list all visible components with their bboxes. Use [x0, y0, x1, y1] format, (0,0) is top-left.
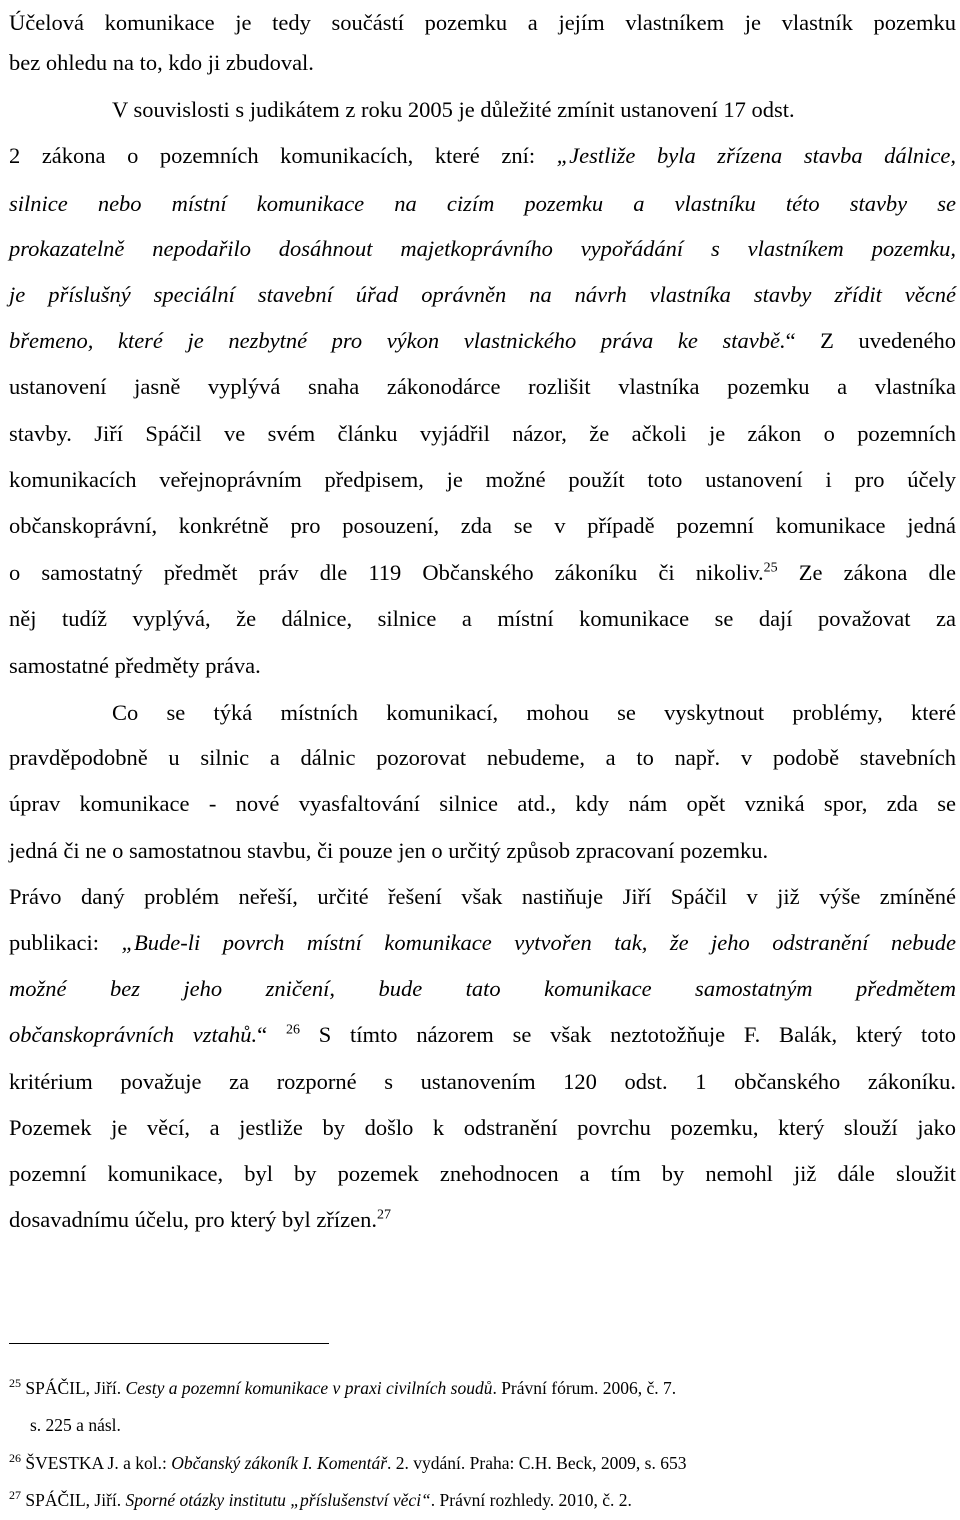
- paragraph-line: něj tudíž vyplývá, že dálnice, silnice a místní komunikace se dají považovat za: [9, 606, 956, 631]
- footnote-text: . 2. vydání. Praha: C.H. Beck, 2009, s. 653: [387, 1453, 687, 1473]
- footnote-title: Sporné otázky institutu „příslušenství věci“: [125, 1490, 431, 1510]
- quote-run: „Jestliže byla zřízena stavba dálnice,: [556, 143, 957, 168]
- footnote-ref: 25: [763, 560, 778, 576]
- paragraph-line: [9, 318, 956, 364]
- footnote-title: Cesty a pozemní komunikace v praxi civilních soudů: [125, 1378, 493, 1398]
- text-run: “ Z uvedeného: [785, 328, 956, 353]
- text-run: dosavadnímu účelu, pro který byl zřízen.: [9, 1207, 378, 1232]
- quote-run: břemeno, které je nezbytné pro výkon vlastnického práva ke stavbě.: [9, 328, 786, 353]
- text-run: 2 zákona o pozemních komunikacích, které zní:: [9, 143, 557, 168]
- paragraph-line: [9, 1197, 956, 1243]
- paragraph-line: bez ohledu na to, kdo ji zbudoval.: [9, 50, 314, 75]
- paragraph-line: občanskoprávní, konkrétně pro posouzení, zda se v případě pozemní komunikace jedná: [9, 513, 956, 538]
- footnote-number: 26: [9, 1451, 21, 1466]
- paragraph-line: [9, 920, 956, 966]
- paragraph-line: Účelová komunikace je tedy součástí pozemku a jejím vlastníkem je vlastník pozemku: [9, 10, 956, 35]
- footnote-27: [9, 1480, 632, 1520]
- footnote-text: SPÁČIL, Jiří.: [21, 1378, 126, 1398]
- footnote-26: [9, 1443, 686, 1483]
- paragraph-line: V souvislosti s judikátem z roku 2005 je důležité zmínit ustanovení 17 odst.: [112, 97, 795, 122]
- paragraph-line: Právo daný problém neřeší, určité řešení však nastiňuje Jiří Spáčil v již výše zmíněné: [9, 884, 956, 909]
- paragraph-line: komunikacích veřejnoprávním předpisem, je možné použít toto ustanovení i pro účely: [9, 467, 956, 492]
- paragraph-line: Co se týká místních komunikací, mohou se vyskytnout problémy, které: [112, 700, 956, 725]
- footnote-title: Občanský zákoník I. Komentář: [171, 1453, 388, 1473]
- footnote-ref: 27: [377, 1207, 392, 1223]
- text-run: publikaci:: [9, 930, 122, 955]
- text-run: o samostatný předmět práv dle 119 Občanského zákoníku či nikoliv.: [9, 560, 764, 585]
- text-run: S tímto názorem se však neztotožňuje F. Balák, který toto: [299, 1022, 956, 1047]
- footnote-text: SPÁČIL, Jiří.: [21, 1490, 126, 1510]
- footnote-text: . Právní fórum. 2006, č. 7.: [492, 1378, 677, 1398]
- text-run: “: [257, 1022, 286, 1047]
- paragraph-line: stavby. Jiří Spáčil ve svém článku vyjádřil názor, že ačkoli je zákon o pozemních: [9, 421, 956, 446]
- footnote-number: 27: [9, 1488, 21, 1503]
- paragraph-line: kritérium považuje za rozporné s ustanovením 120 odst. 1 občanského zákoníku.: [9, 1069, 956, 1094]
- quote-line: silnice nebo místní komunikace na cizím pozemku a vlastníku této stavby se: [9, 191, 956, 216]
- paragraph-line: ustanovení jasně vyplývá snaha zákonodárce rozlišit vlastníka pozemku a vlastníka: [9, 374, 956, 399]
- footnote-number: 25: [9, 1376, 21, 1391]
- paragraph-line: Pozemek je věcí, a jestliže by došlo k odstranění povrchu pozemku, který slouží jako: [9, 1115, 956, 1140]
- quote-run: občanskoprávních vztahů.: [9, 1022, 258, 1047]
- paragraph-line: pozemní komunikace, byl by pozemek znehodnocen a tím by nemohl již dále sloužit: [9, 1161, 956, 1186]
- quote-line: je příslušný speciální stavební úřad oprávněn na návrh vlastníka stavby zřídit věcné: [9, 282, 956, 307]
- paragraph-line: pravděpodobně u silnic a dálnic pozorovat nebudeme, a to např. v podobě stavebních: [9, 745, 956, 770]
- paragraph-line: [9, 1012, 956, 1058]
- footnote-25: [9, 1368, 676, 1408]
- paragraph-line: úprav komunikace - nové vyasfaltování silnice atd., kdy nám opět vzniká spor, zda se: [9, 791, 956, 816]
- text-run: Ze zákona dle: [777, 560, 956, 585]
- footnote-25-continued: s. 225 a násl.: [30, 1415, 121, 1435]
- quote-run: „Bude-li povrch místní komunikace vytvořen tak, že jeho odstranění nebude: [121, 930, 956, 955]
- quote-line: možné bez jeho zničení, bude tato komunikace samostatným předmětem: [9, 976, 956, 1001]
- paragraph-line: [9, 550, 956, 596]
- paragraph-line: samostatné předměty práva.: [9, 653, 261, 678]
- footnote-ref: 26: [285, 1022, 300, 1038]
- footnote-text: ŠVESTKA J. a kol.:: [21, 1453, 172, 1473]
- quote-line: prokazatelně nepodařilo dosáhnout majetkoprávního vypořádání s vlastníkem pozemku,: [9, 236, 956, 261]
- paragraph-line: [9, 133, 956, 179]
- footnote-separator: [9, 1343, 329, 1344]
- footnote-text: . Právní rozhledy. 2010, č. 2.: [430, 1490, 632, 1510]
- paragraph-line: jedná či ne o samostatnou stavbu, či pouze jen o určitý způsob zpracovaní pozemku.: [9, 838, 769, 863]
